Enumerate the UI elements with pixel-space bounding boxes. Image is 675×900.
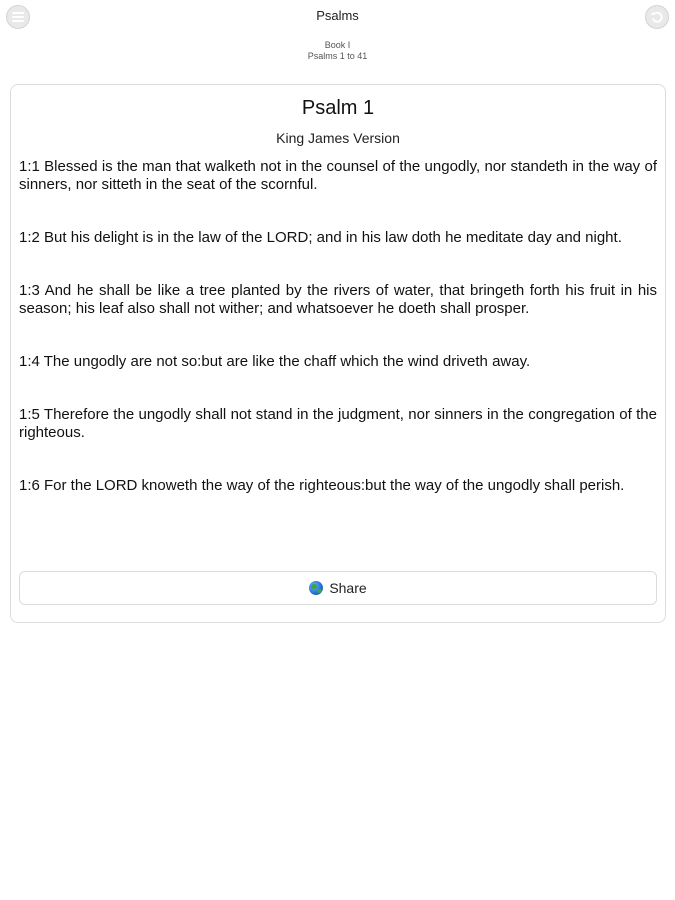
- verse: 1:2 But his delight is in the law of the LORD; and in his law doth he meditate day and night.: [19, 229, 622, 246]
- version-label: King James Version: [276, 130, 400, 146]
- verse: 1:1 Blessed is the man that walketh not in the counsel of the ungodly, nor standeth in the way of sinners, nor sitteth in the seat of the scornful.: [19, 158, 657, 193]
- back-button[interactable]: [645, 5, 669, 29]
- verse: 1:3 And he shall be like a tree planted by the rivers of water, that bringeth forth his fruit in his season; his leaf also shall not wither; and whatsoever he doeth shall prosper.: [19, 282, 657, 317]
- book-subheader: [0, 40, 675, 62]
- verse: 1:5 Therefore the ungodly shall not stand in the judgment, nor sinners in the congregation of the righteous.: [19, 406, 657, 441]
- page-title: Psalms: [316, 8, 359, 23]
- back-arrow-icon: [650, 10, 664, 24]
- share-label: Share: [329, 580, 367, 596]
- psalm-range-label: Psalms 1 to 41: [307, 51, 368, 61]
- verse: 1:6 For the LORD knoweth the way of the righteous:but the way of the ungodly shall perish.: [19, 477, 625, 494]
- verse-list: [19, 158, 657, 495]
- top-bar: [0, 0, 675, 34]
- verse: 1:4 The ungodly are not so:but are like the chaff which the wind driveth away.: [19, 353, 531, 370]
- book-label: Book I: [324, 40, 351, 50]
- share-button[interactable]: [19, 571, 657, 605]
- globe-icon: [309, 581, 323, 595]
- psalm-card: [10, 84, 666, 623]
- psalm-title: Psalm 1: [301, 97, 375, 119]
